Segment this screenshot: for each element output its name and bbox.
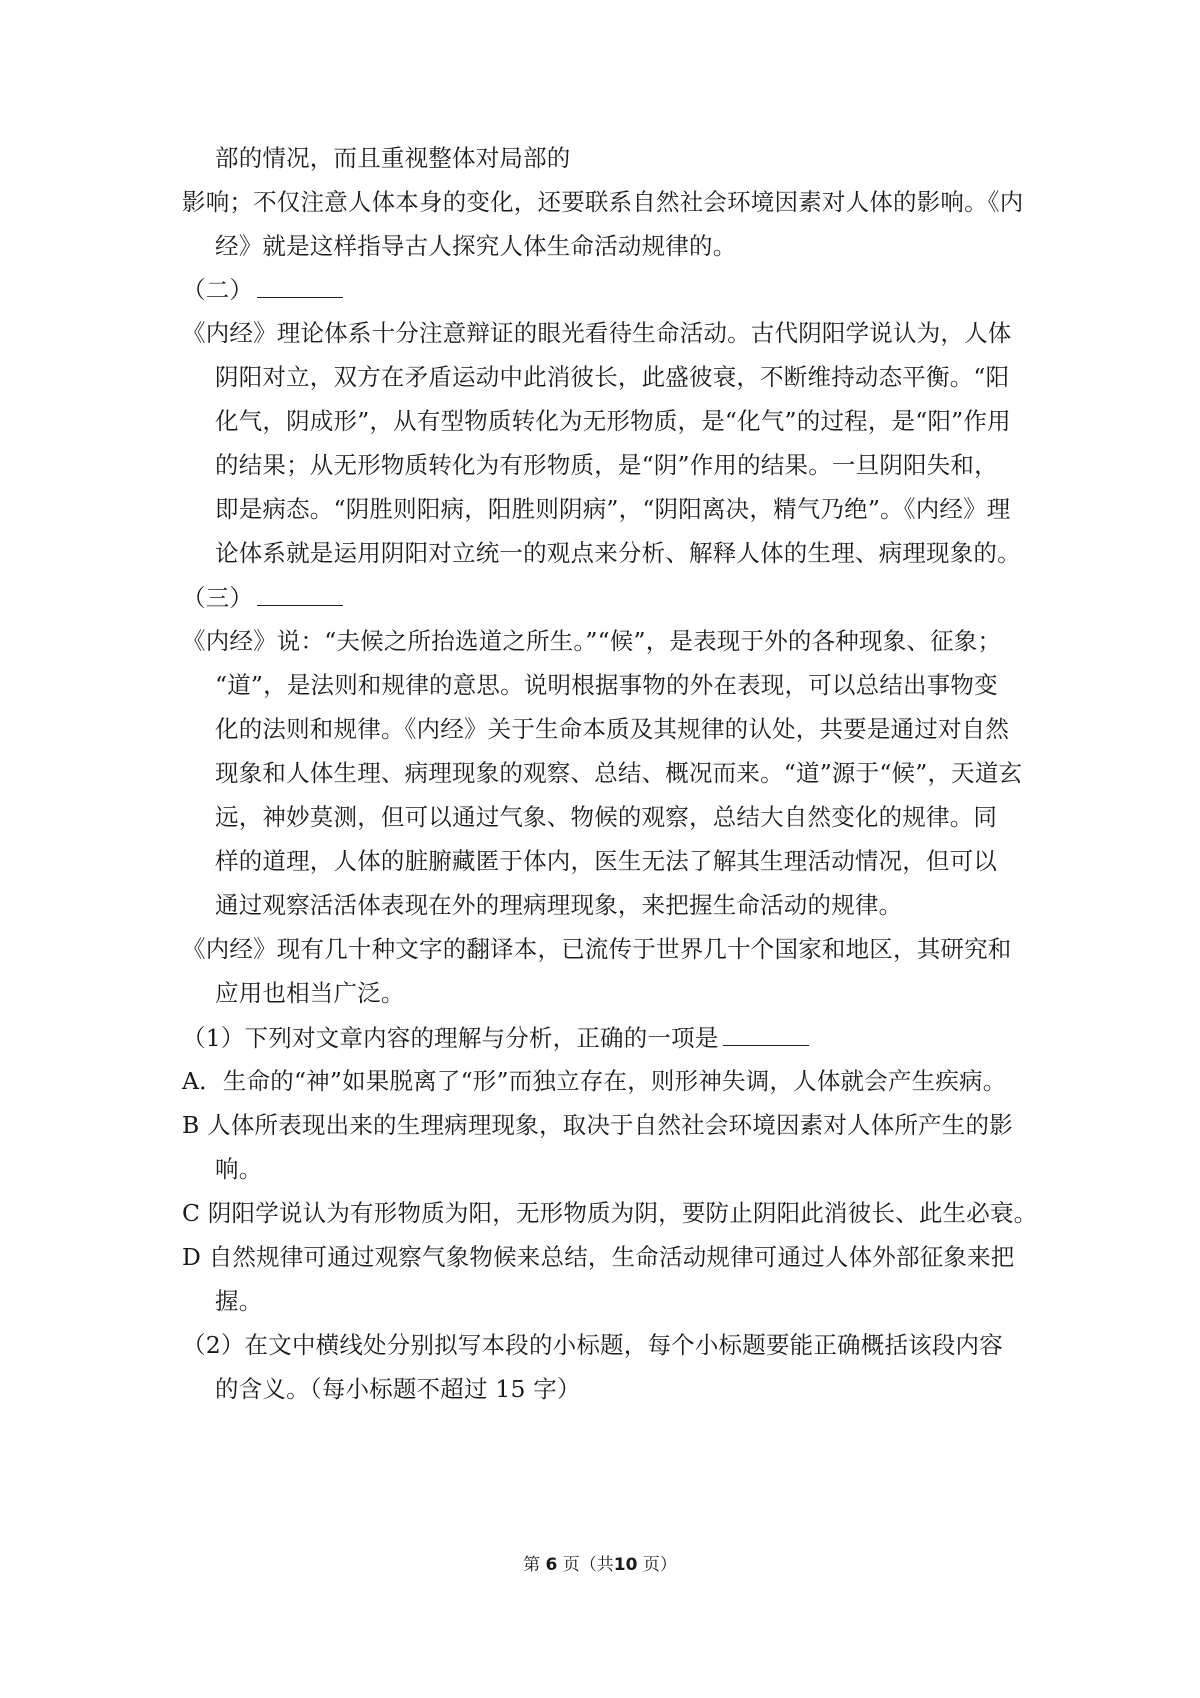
total-pages: 10: [613, 1555, 638, 1575]
question-2: （2）在文中横线处分别拟写本段的小标题，每个小标题要能正确概括该段内容: [182, 1331, 1003, 1359]
section-number: （三）: [182, 584, 254, 612]
text-line: 现象和人体生理、病理现象的观察、总结、概况而来。“道”源于“候”，天道玄: [215, 759, 1023, 787]
text-line: 通过观察活活体表现在外的理病理现象，来把握生命活动的规律。: [215, 891, 903, 919]
page-number: 6: [545, 1555, 558, 1575]
question-2-continued: 的含义。（每小标题不超过 15 字）: [215, 1375, 581, 1403]
text-line: 远，神妙莫测，但可以通过气象、物候的观察，总结大自然变化的规律。同: [215, 803, 998, 831]
answer-blank: [723, 1021, 809, 1046]
option-b-continued: 响。: [215, 1155, 263, 1183]
option-a: A．生命的“神”如果脱离了“形”而独立存在，则形神失调，人体就会产生疾病。: [182, 1067, 1007, 1095]
text-line: 《内经》理论体系十分注意辩证的眼光看待生命活动。古代阴阳学说认为，人体: [182, 319, 1012, 347]
footer-text: 第: [523, 1555, 541, 1575]
text-line: 经》就是这样指导古人探究人体生命活动规律的。: [215, 232, 737, 260]
section-heading-2: [182, 273, 343, 306]
option-d-continued: 握。: [215, 1287, 263, 1315]
text-line: 影响；不仅注意人体本身的变化，还要联系自然社会环境因素对人体的影响。《内: [182, 188, 1024, 216]
text-line: 应用也相当广泛。: [215, 979, 405, 1007]
text-line: 部的情况，而且重视整体对局部的: [215, 144, 571, 172]
text-line: 样的道理，人体的脏腑藏匿于体内，医生无法了解其生理活动情况，但可以: [215, 847, 998, 875]
section-number: （二）: [182, 276, 254, 304]
text-line: “道”，是法则和规律的意思。说明根据事物的外在表现，可以总结出事物变: [215, 671, 998, 699]
text-line: 阴阳对立，双方在矛盾运动中此消彼长，此盛彼衰，不断维持动态平衡。“阳: [215, 363, 1010, 391]
option-c: C 阴阳学说认为有形物质为阳，无形物质为阴，要防止阴阳此消彼长、此生必衰。: [182, 1199, 1038, 1227]
footer-text: 页）: [642, 1555, 677, 1575]
answer-blank: [257, 273, 343, 298]
text-line: 《内经》现有几十种文字的翻译本，已流传于世界几十个国家和地区，其研究和: [182, 935, 1012, 963]
option-b: B 人体所表现出来的生理病理现象，取决于自然社会环境因素对人体所产生的影: [182, 1111, 1013, 1139]
text-line: 化气，阴成形”，从有型物质转化为无形物质，是“化气”的过程，是“阳”作用: [215, 407, 1011, 435]
text-line: 的结果；从无形物质转化为有形物质，是“阴”作用的结果。一旦阴阳失和，: [215, 451, 998, 479]
answer-blank: [257, 581, 343, 606]
text-line: 《内经》说：“夫候之所抬选道之所生。”“候”，是表现于外的各种现象、征象；: [182, 627, 1002, 655]
footer-text: 页（共: [562, 1555, 614, 1575]
question-1: [182, 1021, 809, 1054]
page-footer: [0, 1553, 1200, 1577]
question-text: （1）下列对文章内容的理解与分析，正确的一项是: [182, 1024, 719, 1052]
text-line: 即是病态。“阴胜则阳病，阳胜则阴病”，“阴阳离决，精气乃绝”。《内经》理: [215, 495, 1011, 523]
text-line: 论体系就是运用阴阳对立统一的观点来分析、解释人体的生理、病理现象的。: [215, 539, 1021, 567]
text-line: 化的法则和规律。《内经》关于生命本质及其规律的认处，共要是通过对自然: [215, 715, 1010, 743]
option-d: D 自然规律可通过观察气象物候来总结，生命活动规律可通过人体外部征象来把: [182, 1243, 1015, 1271]
section-heading-3: [182, 581, 343, 614]
